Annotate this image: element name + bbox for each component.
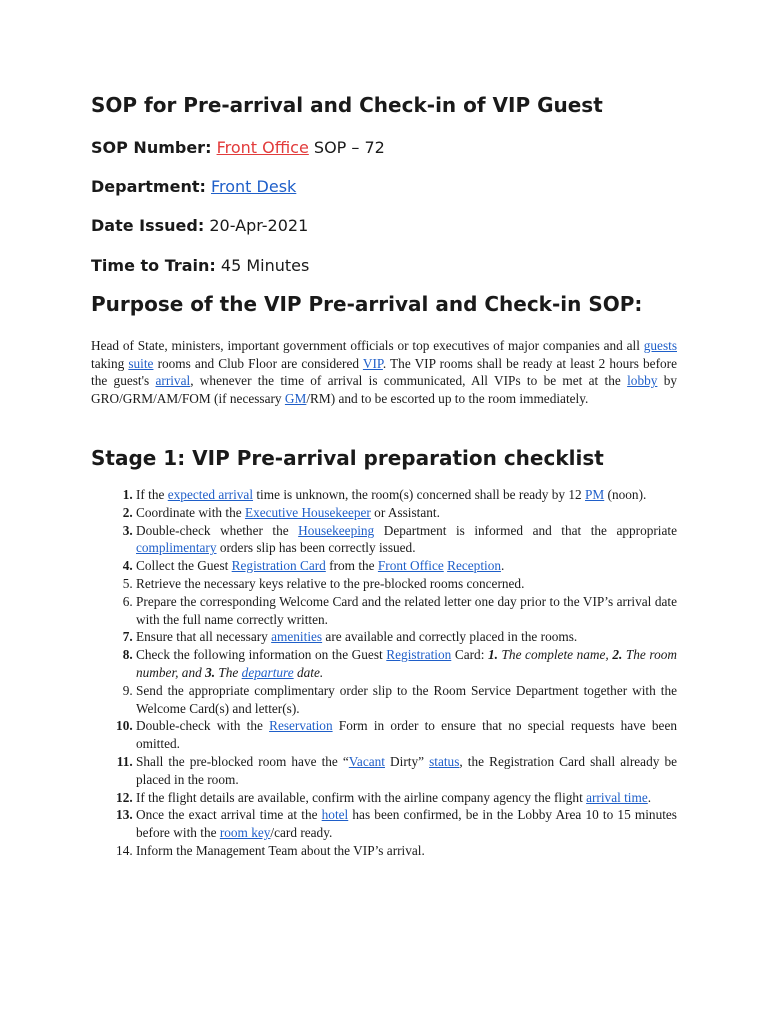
reception-link[interactable]: Reception bbox=[447, 558, 502, 574]
complimentary-link[interactable]: complimentary bbox=[136, 540, 217, 556]
lobby-link[interactable]: lobby bbox=[627, 373, 658, 389]
checklist-item-7: 7. Ensure that all necessary amenities are available and correctly placed in the rooms. bbox=[136, 628, 677, 646]
checklist-item-14: 14. Inform the Management Team about the VIP’s arrival. bbox=[136, 842, 677, 860]
room-key-link[interactable]: room key bbox=[219, 825, 271, 841]
time-to-train-value: 45 Minutes bbox=[220, 256, 310, 275]
sop-number-label: SOP Number: bbox=[91, 138, 212, 157]
vacant-link[interactable]: Vacant bbox=[348, 753, 385, 769]
department-line bbox=[91, 177, 296, 196]
time-to-train-label: Time to Train: bbox=[91, 256, 216, 275]
page-title: SOP for Pre-arrival and Check-in of VIP Guest bbox=[91, 93, 603, 117]
purpose-paragraph: Head of State, ministers, important government officials or top executives of major companies and all guests taking suite rooms and Club Floor are considered VIP. The VIP rooms shall be ready at least 2 hours before the guest's arrival, whenever the time of arrival is communicated, All VIPs to be met at the lobby by GRO/GRM/AM/FOM (if necessary GM/RM) and to be escorted up to the room immediately. bbox=[91, 338, 678, 406]
checklist-item-8: 8. Check the following information on the Guest Registration Card: 1. The complete name, 2. The room number, and 3. The departure date. bbox=[136, 646, 677, 682]
registration-card-link[interactable]: Registration Card bbox=[231, 558, 326, 574]
executive-housekeeper-link[interactable]: Executive Housekeeper bbox=[244, 504, 371, 520]
registration-link[interactable]: Registration bbox=[386, 647, 452, 663]
amenities-link[interactable]: amenities bbox=[271, 629, 323, 645]
checklist-item-10: 10. Double-check with the Reservation Form in order to ensure that no special requests have been omitted. bbox=[136, 717, 677, 753]
checklist-item-13: 13. Once the exact arrival time at the hotel has been confirmed, be in the Lobby Area 10 to 15 minutes before with the room key/card ready. bbox=[136, 806, 677, 842]
department-label: Department: bbox=[91, 177, 206, 196]
expected-arrival-link[interactable]: expected arrival bbox=[167, 487, 254, 502]
date-issued-line bbox=[91, 216, 308, 235]
hotel-link[interactable]: hotel bbox=[321, 807, 349, 823]
checklist-item-3: 3. Double-check whether the Housekeeping Department is informed and that the appropriate complimentary orders slip has been correctly issued. bbox=[136, 522, 677, 558]
department-link[interactable]: Front Desk bbox=[210, 177, 297, 196]
status-link[interactable]: status bbox=[429, 753, 460, 769]
guests-link[interactable]: guests bbox=[643, 338, 677, 353]
pm-link[interactable]: PM bbox=[585, 487, 605, 502]
sop-number-line bbox=[91, 138, 385, 157]
arrival-link[interactable]: arrival bbox=[155, 373, 191, 389]
purpose-heading: Purpose of the VIP Pre-arrival and Check-in SOP: bbox=[91, 292, 643, 316]
date-issued-value: 20-Apr-2021 bbox=[209, 216, 309, 235]
front-office-link[interactable]: Front Office bbox=[216, 138, 309, 157]
pre-arrival-checklist bbox=[91, 486, 677, 860]
arrival-time-link[interactable]: arrival time bbox=[586, 789, 648, 805]
checklist-item-2: 2. Coordinate with the Executive Housekeeper or Assistant. bbox=[136, 504, 677, 522]
checklist-item-6: 6. Prepare the corresponding Welcome Card and the related letter one day prior to the VIP’s arrival date with the full name correctly written. bbox=[136, 593, 677, 629]
checklist-item-11: 11. Shall the pre-blocked room have the “Vacant Dirty” status, the Registration Card shall already be placed in the room. bbox=[136, 753, 677, 789]
sop-number-value: SOP – 72 bbox=[313, 138, 385, 157]
stage1-heading: Stage 1: VIP Pre-arrival preparation checklist bbox=[91, 446, 604, 470]
checklist-item-4: 4. Collect the Guest Registration Card from the Front Office Reception. bbox=[136, 557, 677, 575]
checklist-item-12: 12. If the flight details are available, confirm with the airline company agency the flight arrival time. bbox=[136, 789, 677, 807]
reservation-link[interactable]: Reservation bbox=[269, 718, 333, 734]
checklist-item-9: 9. Send the appropriate complimentary order slip to the Room Service Department together with the Welcome Card(s) and letter(s). bbox=[136, 682, 677, 718]
vip-link[interactable]: VIP bbox=[362, 355, 383, 371]
gm-link[interactable]: GM bbox=[284, 390, 307, 406]
suite-link[interactable]: suite bbox=[128, 355, 154, 371]
front-office-item-link[interactable]: Front Office bbox=[377, 558, 444, 574]
date-issued-label: Date Issued: bbox=[91, 216, 205, 235]
time-to-train-line bbox=[91, 256, 309, 275]
housekeeping-link[interactable]: Housekeeping bbox=[298, 522, 375, 538]
checklist-item-1: 1. If the expected arrival time is unknown, the room(s) concerned shall be ready by 12 PM (noon). bbox=[136, 486, 677, 504]
departure-link[interactable]: departure bbox=[241, 664, 294, 680]
checklist-item-5: 5. Retrieve the necessary keys relative to the pre-blocked rooms concerned. bbox=[136, 575, 677, 593]
